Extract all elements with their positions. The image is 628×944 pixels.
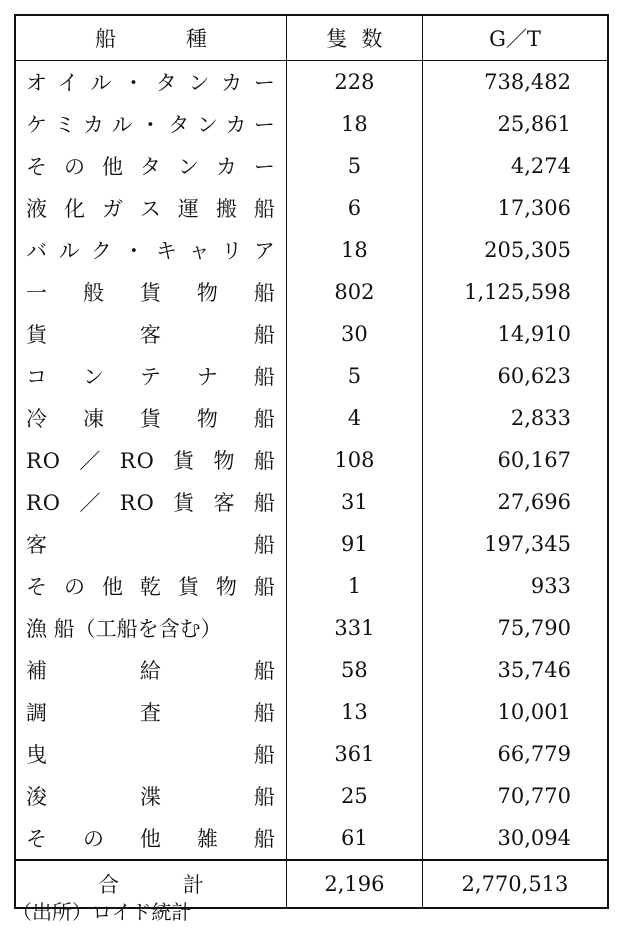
- table-row: [15, 355, 608, 397]
- ship-count-cell: 361: [286, 733, 422, 775]
- gross-tonnage-cell: 66,779: [422, 733, 608, 775]
- ship-type-label: オイル・タンカー: [26, 71, 276, 95]
- ship-type-cell: [15, 313, 286, 355]
- total-label: 合計: [15, 860, 286, 908]
- ship-type-label: ケミカル・タンカー: [26, 113, 276, 137]
- table-row: [15, 61, 608, 104]
- ship-type-cell: [15, 355, 286, 397]
- table-row: [15, 145, 608, 187]
- ship-count-cell: 331: [286, 607, 422, 649]
- gross-tonnage-cell: 25,861: [422, 103, 608, 145]
- ship-type-cell: [15, 565, 286, 607]
- ship-type-cell: [15, 397, 286, 439]
- total-count: 2,196: [286, 860, 422, 908]
- gross-tonnage-cell: 60,167: [422, 439, 608, 481]
- gross-tonnage-cell: 60,623: [422, 355, 608, 397]
- ship-type-cell: [15, 229, 286, 271]
- gross-tonnage-cell: 10,001: [422, 691, 608, 733]
- ship-type-label: その他乾貨物船: [26, 575, 276, 599]
- ship-count-cell: 91: [286, 523, 422, 565]
- table-row: [15, 733, 608, 775]
- ship-type-label: 補給船: [26, 659, 276, 683]
- table-row: [15, 607, 608, 649]
- gross-tonnage-cell: 70,770: [422, 775, 608, 817]
- table-header: [15, 15, 608, 61]
- ship-type-cell: [15, 733, 286, 775]
- ship-count-cell: 5: [286, 355, 422, 397]
- table-row: [15, 103, 608, 145]
- table-row: [15, 397, 608, 439]
- ship-type-cell: [15, 61, 286, 104]
- ship-type-cell: [15, 187, 286, 229]
- ship-type-cell: [15, 439, 286, 481]
- ship-count-cell: 6: [286, 187, 422, 229]
- ship-type-label: RO／RO貨客船: [26, 491, 276, 515]
- ship-count-cell: 228: [286, 61, 422, 104]
- table-row: [15, 229, 608, 271]
- ship-type-cell: [15, 607, 286, 649]
- gross-tonnage-cell: 933: [422, 565, 608, 607]
- ship-count-cell: 108: [286, 439, 422, 481]
- ship-type-cell: [15, 145, 286, 187]
- ship-count-cell: 5: [286, 145, 422, 187]
- ship-type-label: その他タンカー: [26, 155, 276, 179]
- ship-type-label: バルク・キャリア: [26, 239, 276, 263]
- table-row: [15, 271, 608, 313]
- gross-tonnage-cell: 17,306: [422, 187, 608, 229]
- ship-count-cell: 31: [286, 481, 422, 523]
- ship-count-cell: 802: [286, 271, 422, 313]
- gross-tonnage-cell: 1,125,598: [422, 271, 608, 313]
- table-row: [15, 523, 608, 565]
- ship-type-label: RO／RO貨物船: [26, 449, 276, 473]
- gross-tonnage-cell: 4,274: [422, 145, 608, 187]
- header-count: 隻数: [286, 15, 422, 61]
- ship-count-cell: 25: [286, 775, 422, 817]
- ship-type-label: 一般貨物船: [26, 281, 276, 305]
- ship-count-cell: 4: [286, 397, 422, 439]
- total-gross-tonnage: 2,770,513: [422, 860, 608, 908]
- ship-type-label: 浚渫船: [26, 785, 276, 809]
- ship-count-cell: 58: [286, 649, 422, 691]
- table-row: [15, 691, 608, 733]
- header-row: [15, 15, 608, 61]
- ship-type-label: 冷凍貨物船: [26, 407, 276, 431]
- ship-type-label: その他雑船: [26, 827, 276, 851]
- table-row: [15, 187, 608, 229]
- gross-tonnage-cell: 75,790: [422, 607, 608, 649]
- ship-count-cell: 61: [286, 817, 422, 860]
- ship-type-cell: [15, 691, 286, 733]
- ship-type-label: 貨客船: [26, 323, 276, 347]
- gross-tonnage-cell: 738,482: [422, 61, 608, 104]
- ship-type-cell: [15, 523, 286, 565]
- table-row: [15, 565, 608, 607]
- ship-type-cell: [15, 103, 286, 145]
- ship-type-cell: [15, 271, 286, 313]
- table-row: [15, 775, 608, 817]
- table-row: [15, 817, 608, 860]
- gross-tonnage-cell: 35,746: [422, 649, 608, 691]
- table-body: [15, 61, 608, 861]
- source-note: （出所）ロイド統計: [12, 900, 192, 924]
- gross-tonnage-cell: 30,094: [422, 817, 608, 860]
- table-row: [15, 313, 608, 355]
- ship-statistics-table: [14, 14, 609, 909]
- gross-tonnage-cell: 27,696: [422, 481, 608, 523]
- ship-count-cell: 30: [286, 313, 422, 355]
- ship-type-cell: [15, 649, 286, 691]
- ship-type-label: 漁 船（工船を含む）: [26, 617, 222, 641]
- table-row: [15, 481, 608, 523]
- table-row: [15, 439, 608, 481]
- ship-type-cell: [15, 481, 286, 523]
- ship-type-label: 調査船: [26, 701, 276, 725]
- ship-count-cell: 18: [286, 229, 422, 271]
- ship-type-label: コンテナ船: [26, 365, 276, 389]
- ship-type-cell: [15, 775, 286, 817]
- gross-tonnage-cell: 197,345: [422, 523, 608, 565]
- table-row: [15, 649, 608, 691]
- header-gross-tonnage: G／T: [422, 15, 608, 61]
- gross-tonnage-cell: 2,833: [422, 397, 608, 439]
- header-ship-type: 船種: [15, 15, 286, 61]
- ship-type-label: 曳船: [26, 743, 276, 767]
- ship-type-cell: [15, 817, 286, 860]
- gross-tonnage-cell: 14,910: [422, 313, 608, 355]
- ship-count-cell: 1: [286, 565, 422, 607]
- ship-count-cell: 18: [286, 103, 422, 145]
- ship-type-label: 液化ガス運搬船: [26, 197, 276, 221]
- ship-type-label: 客船: [26, 533, 276, 557]
- ship-count-cell: 13: [286, 691, 422, 733]
- gross-tonnage-cell: 205,305: [422, 229, 608, 271]
